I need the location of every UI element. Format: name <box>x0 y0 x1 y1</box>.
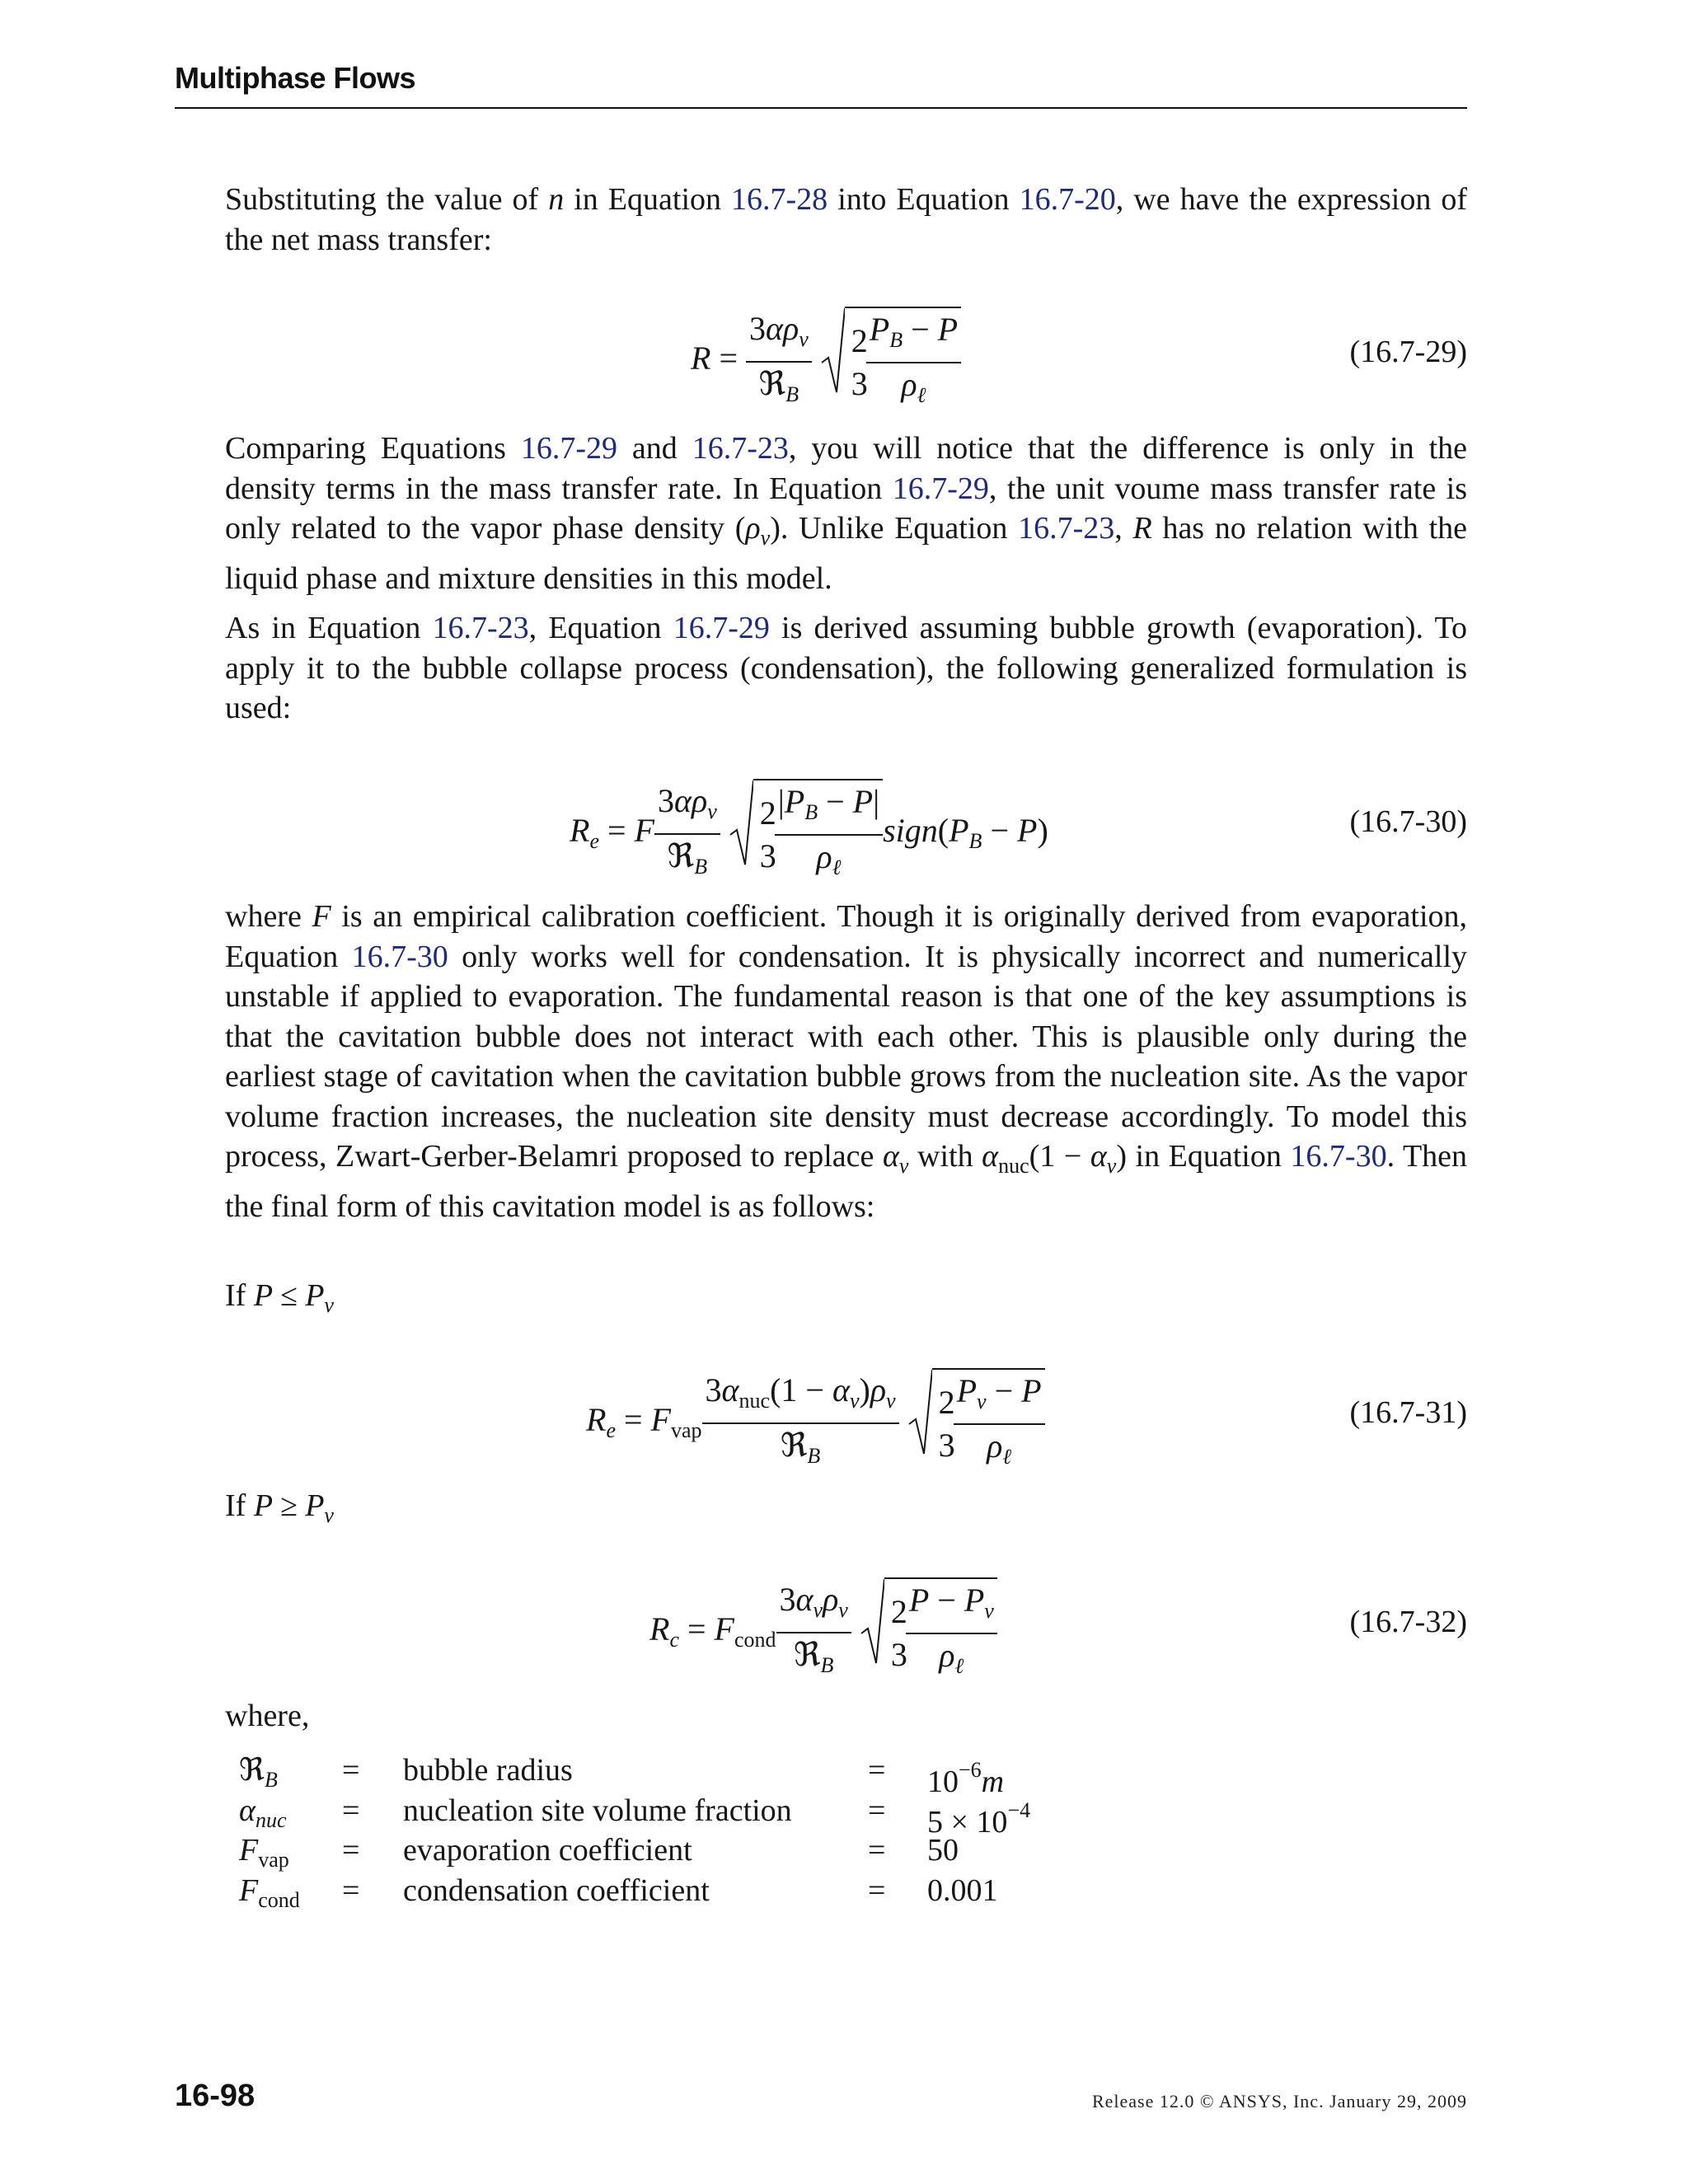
where-label: where, <box>225 1699 310 1733</box>
condition-condensation: If $P \ge P_v$ <box>225 1488 334 1527</box>
equation-link[interactable]: 16.7-20 <box>1019 182 1116 217</box>
equation-body: $R_e = F$ $\frac{3\alpha\rho_v}{ℜ_B}$ 2 3 $\frac{|P_B - P|}{\rho_\ell}$ $sign(P_B - P)$ <box>570 779 1048 889</box>
paragraph-1: Substituting the value of n in Equation 16.7-28 into Equation 16.7-20, we have the expression of the net mass transfer: <box>225 182 1468 257</box>
equation-16-7-30 <box>225 779 1467 879</box>
equation-16-7-31 <box>225 1368 1467 1469</box>
equation-16-7-32 <box>225 1577 1467 1678</box>
paragraph-4: where F is an empirical calibration coefficient. Though it is originally derived from evaporation, Equation 16.7-30 only works well for condensation. It is physically incorrect and numerically unstable if applied to evaporation. The fundamental reason is that one of the key assumptions is that the cavitation bubble does not interact with each other. This is plausible only during the earliest stage of cavitation when the cavitation bubble grows from the nucleation site. As the vapor volume fraction increases, the nucleation site density must decrease accordingly. To model this process, Zwart-Gerber-Belamri proposed to replace $\alpha_v$ with $\alpha_{nuc}(1 - \alpha_v)$ in Equation 16.7-30. Then the final form of this cavitation model is as follows: <box>225 899 1468 1224</box>
equation-link[interactable]: 16.7-30 <box>1290 1139 1387 1174</box>
header-rule <box>175 107 1467 109</box>
equation-link[interactable]: 16.7-30 <box>351 939 448 974</box>
condition-evaporation: If $P \le P_v$ <box>225 1278 334 1317</box>
equation-link[interactable]: 16.7-28 <box>731 182 828 217</box>
equation-number: (16.7-29) <box>1349 335 1467 369</box>
equation-16-7-29 <box>225 307 1467 407</box>
release-note: Release 12.0 © ANSYS, Inc. January 29, 2009 <box>1091 2091 1467 2111</box>
equation-body: $R_c = F_{cond}$ $\frac{3\alpha_v\rho_v}{ℜ_B}$ 2 3 $\frac{P - P_v}{\rho_\ell}$ <box>649 1577 997 1688</box>
running-header: Multiphase Flows <box>175 61 416 95</box>
paragraph-2: Comparing Equations 16.7-29 and 16.7-23, you will notice that the difference is only in the density terms in the mass transfer rate. In Equation 16.7-29, the unit voume mass transfer rate is only related to the vapor phase density $(\rho_v)$. Unlike Equation 16.7-23, R has no relation with the liquid phase and mixture densities in this model. <box>225 431 1468 596</box>
equation-number: (16.7-30) <box>1349 804 1467 839</box>
equation-body: R = $\frac{3\alpha\rho_v}{ℜ_B}$ 2 3 $\frac{P_B - P}{\rho_\ell}$ <box>691 307 961 417</box>
equation-link[interactable]: 16.7-29 <box>520 431 617 466</box>
paragraph-3: As in Equation 16.7-23, Equation 16.7-29 is derived assuming bubble growth (evaporation). To apply it to the bubble collapse process (condensation), the following generalized formulation is used: <box>225 611 1468 725</box>
equation-link[interactable]: 16.7-23 <box>432 611 529 645</box>
equation-link[interactable]: 16.7-23 <box>692 431 789 466</box>
equation-number: (16.7-31) <box>1349 1395 1467 1430</box>
page-number: 16-98 <box>175 2079 256 2113</box>
equation-link[interactable]: 16.7-29 <box>673 611 770 645</box>
equation-link[interactable]: 16.7-23 <box>1018 511 1115 546</box>
equation-link[interactable]: 16.7-29 <box>892 471 989 506</box>
equation-body: $R_e = F_{vap}$ $\frac{3\alpha_{nuc}(1 - \alpha_v)\rho_v}{ℜ_B}$ 2 3 $\frac{P_v - P}{\rho_\ell}$ <box>586 1368 1045 1479</box>
equation-number: (16.7-32) <box>1349 1605 1467 1639</box>
